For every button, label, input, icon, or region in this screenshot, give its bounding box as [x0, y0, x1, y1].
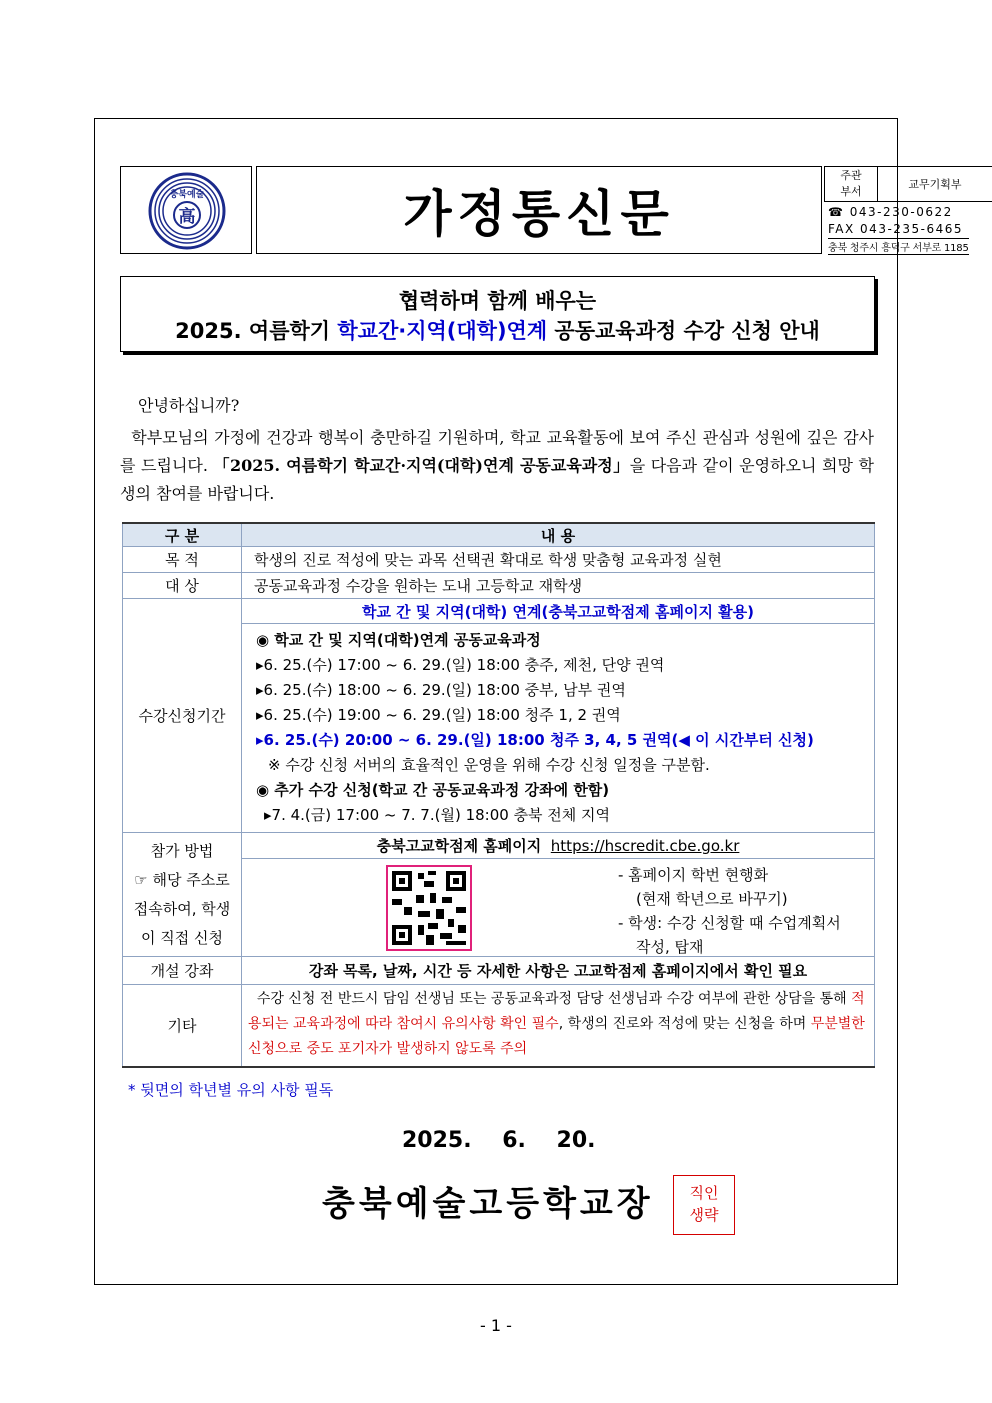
notice-title-box — [120, 276, 875, 352]
hscredit-link[interactable]: https://hscredit.cbe.go.kr — [550, 837, 740, 855]
target-value: 공동교육과정 수강을 원하는 도내 고등학교 재학생 — [242, 573, 875, 599]
dept-info — [824, 166, 992, 254]
page-number: - 1 - — [480, 1316, 512, 1335]
greeting: 안녕하십니까? — [138, 396, 240, 415]
title-line-1: 협력하며 함께 배우는 — [398, 289, 597, 313]
method-steps: - 홈페이지 학번 현행화 (현재 학년으로 바꾸기) - 학생: 수강 신청할 때 수업계획서 작성, 탑재 — [618, 866, 841, 956]
school-logo-box — [120, 166, 252, 254]
school-address: 충북 청주시 흥덕구 서부로 1185 — [828, 238, 969, 255]
purpose-value: 학생의 진로 적성에 맞는 과목 선택권 확대로 학생 맞춤형 교육과정 실현 — [242, 547, 875, 573]
dept-label-2: 부서 — [840, 185, 862, 198]
logo-text: 충북예술 — [169, 190, 205, 200]
method-label: 참가 방법 ☞ 해당 주소로 접속하여, 학생 이 직접 신청 — [123, 833, 242, 957]
fax-number: FAX 043-235-6465 — [828, 222, 964, 236]
document-title: 가정통신문 — [256, 166, 822, 254]
target-label: 대 상 — [123, 573, 242, 599]
purpose-label: 목 적 — [123, 547, 242, 573]
period-section-1: ◉ 학교 간 및 지역(대학)연계 공동교육과정 — [256, 631, 541, 649]
method-site: 충북고교학점제 홈페이지 https://hscredit.cbe.go.kr — [242, 833, 875, 859]
table-head-category: 구 분 — [123, 523, 242, 547]
period-row: ▸6. 25.(수) 18:00 ~ 6. 29.(일) 18:00 중부, 남부 권역 — [256, 681, 626, 699]
principal-name: 충북예술고등학교장 — [322, 1184, 654, 1224]
course-label: 개설 강좌 — [123, 957, 242, 985]
period-schedule — [242, 624, 875, 833]
period-row-highlight: ▸6. 25.(수) 20:00 ~ 6. 29.(일) 18:00 청주 3, 4, 5 권역(◀ 이 시간부터 신청) — [256, 731, 814, 749]
period-section-2: ◉ 추가 수강 신청(학교 간 공동교육과정 강좌에 한함) — [256, 781, 610, 799]
dept-name: 교무기획부 — [908, 178, 962, 191]
etc-value: 수강 신청 전 반드시 담임 선생님 또는 공동교육과정 담당 선생님과 수강 여부에 관한 상담을 통해 적용되는 교육과정에 따라 참여시 유의사항 확인 필수, 학생의 진로와 적성에 맞는 신청을 하며 무분별한 신청으로 중도 포기자가 발생하지 않도록 주의 — [242, 985, 875, 1068]
logo-char: 高 — [178, 207, 196, 227]
phone-number: ☎ 043-230-0622 — [828, 205, 953, 219]
header — [120, 166, 969, 256]
official-seal: 직인 생략 — [673, 1175, 735, 1235]
intro-paragraph: 학부모님의 가정에 건강과 행복이 충만하길 기원하며, 학교 교육활동에 보여 주신 관심과 성원에 깊은 감사를 드립니다. 「2025. 여름학기 학교간·지역(대학)연계 공동교육과정」을 다음과 같이 운영하오니 희망 학생의 참여를 바랍니다. — [120, 428, 875, 503]
method-detail — [242, 859, 875, 957]
course-value: 강좌 목록, 날짜, 시간 등 자세한 사항은 고교학점제 홈페이지에서 확인 필요 — [242, 957, 875, 985]
info-table — [122, 522, 875, 1068]
qr-code-icon[interactable] — [386, 865, 472, 951]
period-row: ▸6. 25.(수) 19:00 ~ 6. 29.(일) 18:00 청주 1, 2 권역 — [256, 706, 621, 724]
period-row: ▸6. 25.(수) 17:00 ~ 6. 29.(일) 18:00 충주, 제천, 단양 권역 — [256, 656, 665, 674]
dept-label-1: 주관 — [840, 169, 862, 182]
period-row: ▸7. 4.(금) 17:00 ~ 7. 7.(월) 18:00 충북 전체 지역 — [264, 806, 611, 824]
period-label: 수강신청기간 — [123, 599, 242, 833]
school-emblem-icon — [121, 167, 253, 255]
period-note: ※ 수강 신청 서버의 효율적인 운영을 위해 수강 신청 일정을 구분함. — [268, 756, 710, 774]
title-line-2: 2025. 여름학기 학교간·지역(대학)연계 공동교육과정 수강 신청 안내 — [175, 319, 820, 343]
period-subhead: 학교 간 및 지역(대학) 연계(충북고교학점제 홈페이지 활용) — [242, 599, 875, 624]
table-head-content: 내 용 — [242, 523, 875, 547]
etc-label: 기타 — [123, 985, 242, 1068]
back-page-note: * 뒷면의 학년별 유의 사항 필독 — [128, 1081, 334, 1099]
issue-date: 2025. 6. 20. — [402, 1128, 596, 1153]
